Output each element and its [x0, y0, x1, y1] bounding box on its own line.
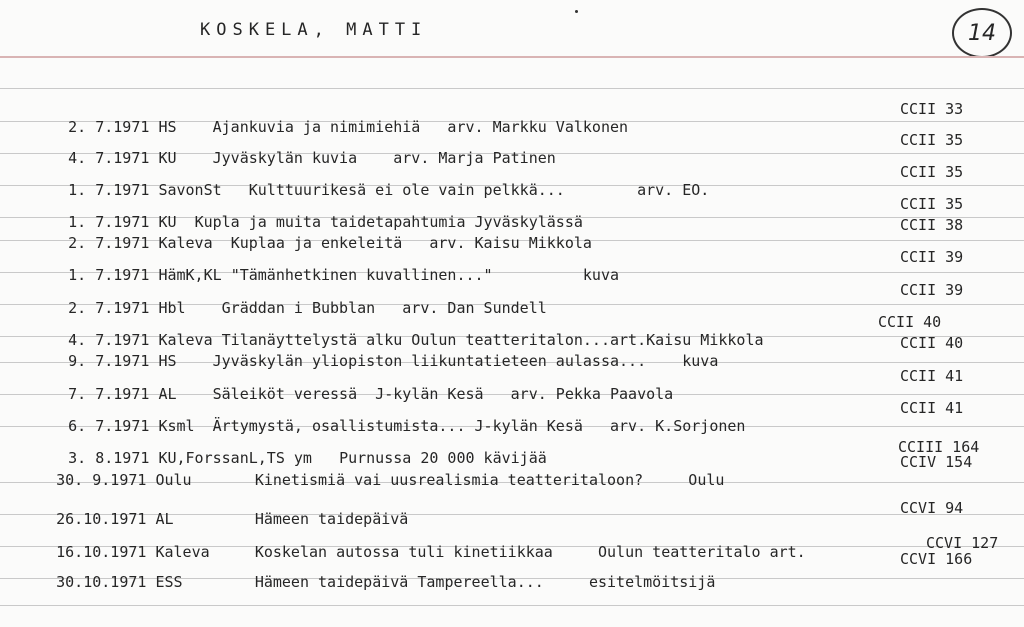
- entry-ref: CCVI 166: [900, 550, 973, 568]
- entry-paper: ESS: [155, 573, 183, 591]
- entry-ref: CCII 41: [900, 367, 964, 385]
- entry-date: 4. 7.1971: [68, 149, 150, 167]
- entry-paper: KU,ForssanL,TS ym: [158, 449, 312, 467]
- entry-paper: Hbl: [158, 299, 186, 317]
- entry-ref: CCII 39: [900, 248, 964, 266]
- entry-date: 2. 7.1971: [68, 118, 150, 136]
- entry-paper: Kaleva: [158, 331, 213, 349]
- entry-ref: CCII 40: [878, 313, 942, 331]
- entry-date: 2. 7.1971: [68, 234, 150, 252]
- entry-text: Kinetismiä vai uusrealismia teatteritaloon? Oulu: [254, 471, 725, 489]
- entry-date: 9. 7.1971: [68, 352, 150, 370]
- entry-text: Kupla ja muita taidetapahtumia Jyväskylässä: [194, 213, 583, 231]
- entry-date: 3. 8.1971: [68, 449, 150, 467]
- entry-text: Ärtymystä, osallistumista... J-kylän Kesä arv. K.Sorjonen: [212, 417, 746, 435]
- entry-date: 26.10.1971: [56, 510, 147, 528]
- entry-paper: HS: [158, 118, 177, 136]
- entry-date: 1. 7.1971: [68, 266, 150, 284]
- ruled-line: [0, 88, 1024, 89]
- entry-paper: Kaleva: [155, 543, 210, 561]
- entry-text: Jyväskylän kuvia arv. Marja Patinen: [212, 149, 556, 167]
- entry-date: 2. 7.1971: [68, 299, 150, 317]
- entry-text: Koskelan autossa tuli kinetiikkaa Oulun teatteritalo art.: [254, 543, 806, 561]
- entry-paper: Oulu: [155, 471, 192, 489]
- header-rule: [0, 56, 1024, 58]
- entry-text: Säleiköt veressä J-kylän Kesä arv. Pekka Paavola: [212, 385, 674, 403]
- entry-paper: AL: [158, 385, 177, 403]
- entry-text: Kuplaa ja enkeleitä arv. Kaisu Mikkola: [230, 234, 592, 252]
- entry-ref: CCII 33: [900, 100, 964, 118]
- entry-text: Tilanäyttelystä alku Oulun teatteritalon...art.Kaisu Mikkola: [221, 331, 764, 349]
- entry-ref: CCII 35: [900, 163, 964, 181]
- entry-text: Hämeen taidepäivä Tampereella... esitelmöitsijä: [254, 573, 716, 591]
- entry-text: Ajankuvia ja nimimiehiä arv. Markku Valkonen: [212, 118, 629, 136]
- entry-paper: HS: [158, 352, 177, 370]
- entry-ref: CCII 35: [900, 195, 964, 213]
- entry-ref: CCIII 164: [898, 438, 980, 456]
- card-number: 14: [968, 20, 996, 46]
- entry-date: 1. 7.1971: [68, 181, 150, 199]
- entry-ref: CCII 35: [900, 131, 964, 149]
- entry-date: 6. 7.1971: [68, 417, 150, 435]
- entry-ref: CCII 39: [900, 281, 964, 299]
- entry-date: 30.10.1971: [56, 573, 147, 591]
- entry-paper: Kaleva: [158, 234, 213, 252]
- entry-text: "Tämänhetkinen kuvallinen..." kuva: [230, 266, 620, 284]
- entry-paper: KU: [158, 213, 177, 231]
- entry-ref: CCII 40: [900, 334, 964, 352]
- entry-date: 1. 7.1971: [68, 213, 150, 231]
- entry-ref: CCII 41: [900, 399, 964, 417]
- card-title: KOSKELA, MATTI: [200, 20, 428, 40]
- entry-paper: Ksml: [158, 417, 195, 435]
- entry-text: Jyväskylän yliopiston liikuntatieteen aulassa... kuva: [212, 352, 719, 370]
- entry-ref: CCIV 154: [900, 453, 973, 471]
- card-number-circle: [952, 8, 1012, 58]
- entry-text: Purnussa 20 000 kävijää: [339, 449, 547, 467]
- entry-ref: CCVI 127: [926, 534, 999, 552]
- entry-date: 7. 7.1971: [68, 385, 150, 403]
- entry-paper: AL: [155, 510, 174, 528]
- entry-paper: HämK,KL: [158, 266, 222, 284]
- entry-date: 30. 9.1971: [56, 471, 147, 489]
- entry-text: Hämeen taidepäivä: [254, 510, 409, 528]
- entry-date: 16.10.1971: [56, 543, 147, 561]
- entry-row: [20, 555, 715, 609]
- entry-date: 4. 7.1971: [68, 331, 150, 349]
- entry-text: Gräddan i Bubblan arv. Dan Sundell: [221, 299, 547, 317]
- entry-paper: KU: [158, 149, 177, 167]
- entry-ref: CCII 38: [900, 216, 964, 234]
- ink-dot: [575, 10, 578, 13]
- entry-text: Kulttuurikesä ei ole vain pelkkä... arv. EO.: [248, 181, 710, 199]
- entry-ref: CCVI 94: [900, 499, 964, 517]
- entry-paper: SavonSt: [158, 181, 222, 199]
